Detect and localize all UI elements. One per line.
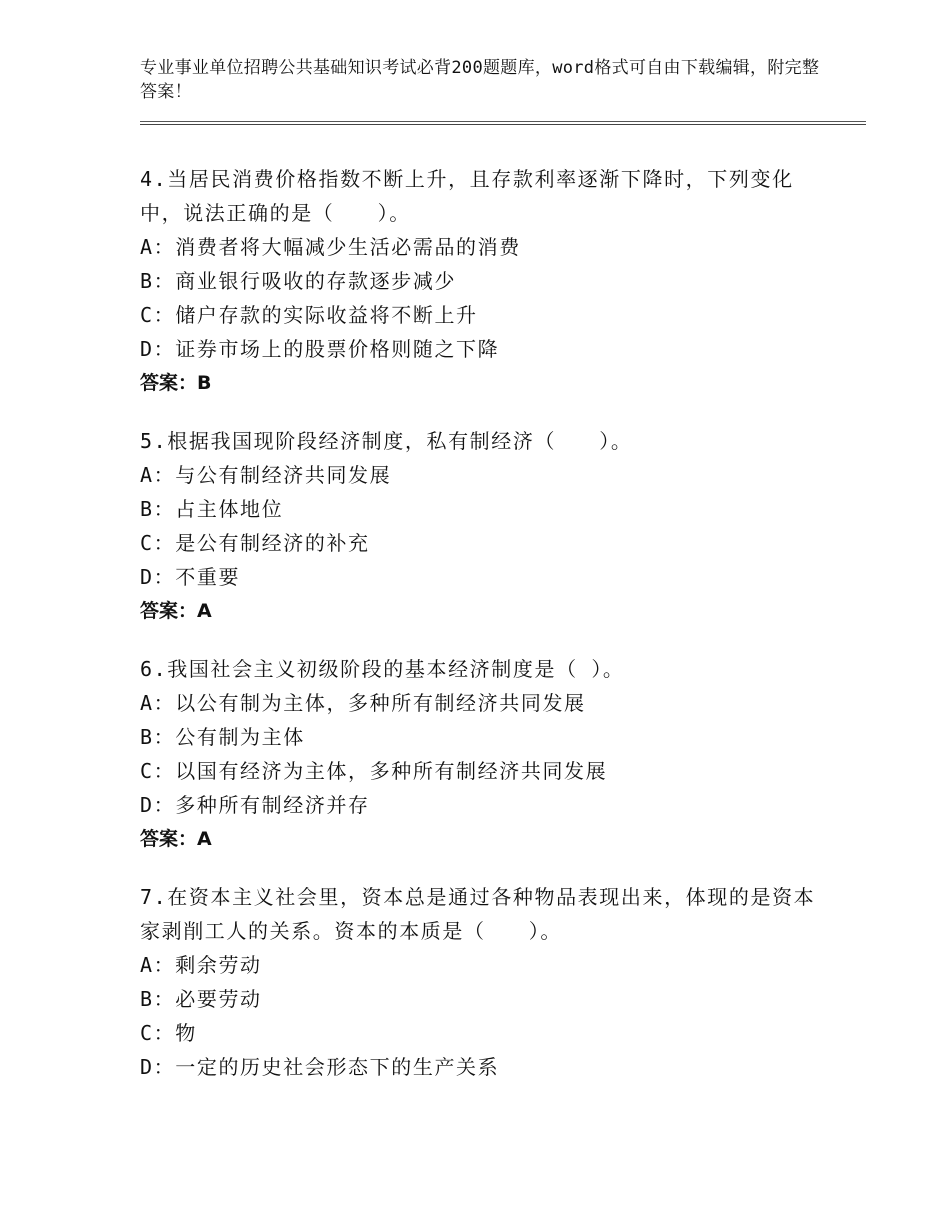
- question-stem: 4.当居民消费价格指数不断上升，且存款利率逐渐下降时，下列变化中，说法正确的是（ ）。: [140, 167, 794, 225]
- question-4: [140, 162, 820, 400]
- option-b: B：公有制为主体: [140, 725, 305, 749]
- option-a: A：消费者将大幅减少生活必需品的消费: [140, 235, 521, 259]
- answer-label: 答案：B: [140, 372, 212, 394]
- option-c: C：物: [140, 1021, 197, 1045]
- option-d: D：证券市场上的股票价格则随之下降: [140, 337, 500, 361]
- header-divider-thick: [140, 124, 866, 125]
- option-b: B：必要劳动: [140, 987, 262, 1011]
- question-stem: 7.在资本主义社会里，资本总是通过各种物品表现出来，体现的是资本家剥削工人的关系。资本的本质是（ ）。: [140, 885, 816, 943]
- question-list: [140, 162, 820, 1108]
- option-b: B：占主体地位: [140, 497, 284, 521]
- option-d: D：不重要: [140, 565, 241, 589]
- header-divider-thin: [140, 121, 866, 122]
- option-d: D：一定的历史社会形态下的生产关系: [140, 1055, 500, 1079]
- option-d: D：多种所有制经济并存: [140, 793, 370, 817]
- answer-label: 答案：A: [140, 600, 212, 622]
- question-stem: 5.根据我国现阶段经济制度，私有制经济（ ）。: [140, 429, 633, 453]
- option-c: C：是公有制经济的补充: [140, 531, 370, 555]
- option-c: C：储户存款的实际收益将不断上升: [140, 303, 478, 327]
- document-header-title: 专业事业单位招聘公共基础知识考试必背200题题库，word格式可自由下载编辑，附完整答案！: [140, 58, 820, 102]
- answer-label: 答案：A: [140, 828, 212, 850]
- option-b: B：商业银行吸收的存款逐步减少: [140, 269, 457, 293]
- option-a: A：与公有制经济共同发展: [140, 463, 392, 487]
- question-6: [140, 652, 820, 856]
- question-5: [140, 424, 820, 628]
- option-a: A：剩余劳动: [140, 953, 262, 977]
- option-a: A：以公有制为主体，多种所有制经济共同发展: [140, 691, 586, 715]
- question-stem: 6.我国社会主义初级阶段的基本经济制度是（ ）。: [140, 657, 625, 681]
- option-c: C：以国有经济为主体，多种所有制经济共同发展: [140, 759, 608, 783]
- question-7: [140, 880, 820, 1084]
